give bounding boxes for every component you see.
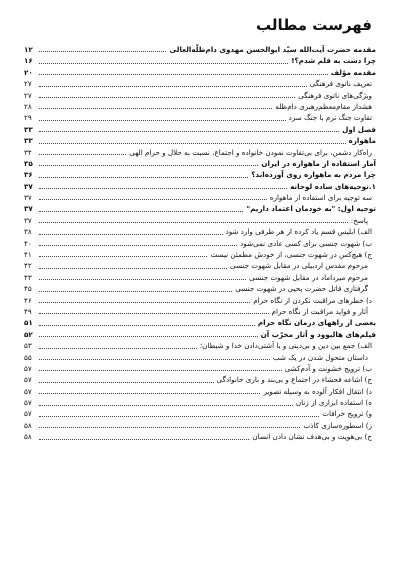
toc-entry-page-number: ۳۷ bbox=[24, 215, 32, 225]
toc-entry-page-number: ۵۷ bbox=[24, 375, 32, 385]
toc-entry-label: د) انتقال افکار آلوده به وسیله تصویر bbox=[263, 386, 372, 396]
toc-entry-page-number: ۵۷ bbox=[24, 409, 32, 419]
dot-leader bbox=[39, 143, 346, 144]
dot-leader bbox=[39, 63, 288, 64]
toc-entry-page-number: ۳۷ bbox=[24, 204, 33, 214]
dot-leader bbox=[39, 234, 223, 235]
toc-entry-label: ب) شهوت جنسی برای کسی عادی نمی‌شود bbox=[240, 238, 372, 248]
toc-entry-page-number: ۳۷ bbox=[24, 181, 33, 191]
toc-entry-label: ویژگی‌های ناتوی فرهنگی bbox=[298, 90, 372, 100]
toc-entry[interactable] bbox=[24, 295, 376, 306]
toc-entry-label: هشدار مقام‌معظم‌رهبری دام‌ظله bbox=[275, 101, 372, 111]
dot-leader bbox=[39, 325, 255, 326]
toc-entry-page-number: ۲۹ bbox=[24, 113, 32, 123]
toc-entry-label: فصل اول bbox=[342, 124, 376, 134]
toc-entry-page-number: ۴۱ bbox=[24, 250, 32, 260]
dot-leader bbox=[39, 427, 300, 428]
dot-leader bbox=[39, 302, 250, 303]
toc-entry-page-number: ۵۷ bbox=[24, 398, 32, 408]
dot-leader bbox=[39, 416, 319, 417]
toc-entry[interactable] bbox=[24, 317, 376, 328]
toc-entry-label: توجیه اول: "به خودمان اعتماد داریم" bbox=[246, 204, 376, 214]
toc-entry-page-number: ۴۹ bbox=[24, 306, 32, 316]
toc-entry-label: الف) جمع بین دین و بی‌دینی و یا آشتی‌دادن خدا و شیطان؛ bbox=[199, 341, 372, 351]
toc-entry[interactable] bbox=[24, 181, 376, 192]
toc-entry-label: ه) استفاده ابزاری از زنان bbox=[295, 398, 372, 408]
toc-entry-label: پاسخ: bbox=[350, 215, 368, 225]
toc-entry-label: مرحوم میرداماد در مقابل شهوت جنسی bbox=[249, 272, 368, 282]
dot-leader bbox=[39, 393, 260, 394]
toc-entry[interactable] bbox=[24, 352, 376, 363]
toc-entry-page-number: ۲۰ bbox=[24, 67, 33, 77]
dot-leader bbox=[39, 86, 307, 87]
dot-leader bbox=[39, 382, 214, 383]
toc-entry-page-number: ۴۲ bbox=[24, 261, 32, 271]
toc-entry-label: داستان متحول شدن در یک شب bbox=[272, 352, 368, 362]
toc-entry-label: بعضی از راههای درمان نگاه حرام bbox=[257, 318, 376, 328]
toc-entry-label: تعریف ناتوی فرهنگی bbox=[309, 79, 372, 89]
toc-entry[interactable] bbox=[24, 101, 376, 112]
toc-entry-label: ج) هیچ‌کس در شهوت جنسی، از خودش مطمئن نیست bbox=[210, 250, 372, 260]
toc-entry[interactable] bbox=[24, 238, 376, 249]
toc-entry-page-number: ۵۳ bbox=[24, 341, 32, 351]
dot-leader bbox=[39, 165, 258, 166]
toc-entry-page-number: ۵۷ bbox=[24, 363, 32, 373]
dot-leader bbox=[39, 51, 166, 52]
toc-entry-page-number: ۴۳ bbox=[24, 272, 32, 282]
dot-leader bbox=[39, 211, 243, 212]
toc-list bbox=[24, 44, 376, 443]
toc-entry-page-number: ۲۷ bbox=[24, 90, 32, 100]
toc-entry-label: سه توجیه برای استفاده از ماهواره bbox=[269, 193, 372, 203]
toc-entry-label: راه‌کار دشمن، برای بی‌تفاوت نمودن خانواده و اجتماع، نسبت به حلال و حرام الهی bbox=[129, 147, 372, 157]
toc-entry[interactable] bbox=[24, 386, 376, 397]
toc-entry[interactable] bbox=[24, 431, 376, 442]
dot-leader bbox=[39, 222, 348, 223]
dot-leader bbox=[39, 359, 270, 360]
toc-entry-label: د) خطرهای مراقبت نکردن از نگاه حرام bbox=[253, 295, 372, 305]
dot-leader bbox=[39, 199, 267, 200]
toc-entry-page-number: ۴۶ bbox=[24, 295, 32, 305]
toc-entry[interactable] bbox=[24, 397, 376, 408]
toc-entry[interactable] bbox=[24, 112, 376, 123]
toc-entry[interactable] bbox=[24, 283, 376, 294]
toc-entry[interactable] bbox=[24, 147, 376, 158]
toc-entry-label: ز) اسطوره‌سازی کاذب bbox=[303, 420, 372, 430]
dot-leader bbox=[39, 268, 227, 269]
toc-entry-label: تفاوت جنگ نرم با جنگ سرد bbox=[288, 113, 372, 123]
dot-leader bbox=[39, 177, 248, 178]
dot-leader bbox=[39, 154, 126, 155]
dot-leader bbox=[39, 74, 328, 75]
toc-entry-label: ب) ترویج خشونت و آدم‌کشی bbox=[284, 363, 372, 373]
toc-entry-label: آمار استفاده از ماهواره در ایران bbox=[261, 158, 376, 168]
toc-entry[interactable] bbox=[24, 215, 376, 226]
dot-leader bbox=[39, 348, 197, 349]
dot-leader bbox=[39, 188, 287, 189]
toc-entry[interactable] bbox=[24, 306, 376, 317]
toc-entry[interactable] bbox=[24, 226, 376, 237]
toc-entry-label: و) ترویج خرافات bbox=[322, 409, 372, 419]
toc-entry-label: ح) بی‌هویت و بی‌هدف نشان دادن انسان bbox=[252, 432, 372, 442]
toc-entry[interactable] bbox=[24, 55, 376, 66]
dot-leader bbox=[39, 120, 286, 121]
toc-entry-label: مرحوم مقدس اردبیلی در مقابل شهوت جنسی bbox=[230, 261, 368, 271]
toc-entry[interactable] bbox=[24, 249, 376, 260]
toc-entry-label: ج) اشاعه فحشاء در اجتماع و بی‌بند و باری خانوادگی bbox=[216, 375, 372, 385]
toc-entry-page-number: ۳۵ bbox=[24, 158, 33, 168]
toc-entry-label: ۱.توجیه‌های ساده لوحانه bbox=[290, 181, 376, 191]
toc-entry[interactable] bbox=[24, 374, 376, 385]
toc-entry-page-number: ۵۲ bbox=[24, 329, 33, 339]
dot-leader bbox=[39, 245, 237, 246]
toc-entry-label: چرا مردم به ماهواره روی آورده‌اند؟ bbox=[251, 170, 376, 180]
toc-entry[interactable] bbox=[24, 192, 376, 203]
dot-leader bbox=[39, 131, 339, 132]
toc-entry[interactable] bbox=[24, 363, 376, 374]
toc-entry-page-number: ۱۲ bbox=[24, 44, 33, 54]
toc-entry[interactable] bbox=[24, 169, 376, 180]
toc-entry[interactable] bbox=[24, 67, 376, 78]
dot-leader bbox=[39, 370, 282, 371]
dot-leader bbox=[39, 336, 258, 337]
toc-entry[interactable] bbox=[24, 78, 376, 89]
toc-entry[interactable] bbox=[24, 90, 376, 101]
toc-entry[interactable] bbox=[24, 340, 376, 351]
toc-entry[interactable] bbox=[24, 124, 376, 135]
toc-entry-label: مقدمه حضرت آیت‌الله سیّد ابوالحسن مهدوی دام‌ظلّه‌العالی bbox=[169, 44, 376, 54]
toc-entry-page-number: ۳۷ bbox=[24, 193, 32, 203]
toc-entry-page-number: ۵۸ bbox=[24, 420, 32, 430]
toc-entry[interactable] bbox=[24, 158, 376, 169]
dot-leader bbox=[39, 439, 249, 440]
toc-entry[interactable] bbox=[24, 420, 376, 431]
toc-entry-page-number: ۴۰ bbox=[24, 238, 32, 248]
toc-entry-page-number: ۲۸ bbox=[24, 101, 32, 111]
toc-entry[interactable] bbox=[24, 272, 376, 283]
toc-entry-page-number: ۵۵ bbox=[24, 352, 32, 362]
toc-entry-page-number: ۲۷ bbox=[24, 79, 32, 89]
toc-entry[interactable] bbox=[24, 329, 376, 340]
dot-leader bbox=[39, 108, 272, 109]
toc-entry-label: الف) ابلیس قسم یاد کرده از هر طرفی وارد شود bbox=[225, 227, 372, 237]
toc-entry-label: گرفتاری قاتل حضرت یحیی در شهوت جنسی bbox=[235, 284, 368, 294]
toc-entry-page-number: ۵۷ bbox=[24, 386, 32, 396]
toc-entry-page-number: ۴۵ bbox=[24, 284, 32, 294]
toc-entry-page-number: ۵۱ bbox=[24, 318, 33, 328]
toc-entry-page-number: ۳۴ bbox=[24, 147, 32, 157]
toc-entry-page-number: ۳۶ bbox=[24, 170, 33, 180]
dot-leader bbox=[39, 313, 269, 314]
toc-entry-label: فیلم‌های هالیوود و آثار مخرّب آن bbox=[260, 329, 376, 339]
toc-entry-label: آثار و فواید مراقبت از نگاه حرام bbox=[271, 306, 368, 316]
toc-entry[interactable] bbox=[24, 260, 376, 271]
dot-leader bbox=[39, 291, 232, 292]
toc-entry-page-number: ۱۶ bbox=[24, 56, 33, 66]
dot-leader bbox=[39, 405, 293, 406]
toc-entry[interactable] bbox=[24, 203, 376, 214]
toc-entry[interactable] bbox=[24, 409, 376, 420]
toc-entry-page-number: ۳۳ bbox=[24, 136, 33, 146]
toc-entry[interactable] bbox=[24, 135, 376, 146]
toc-entry-page-number: ۳۸ bbox=[24, 227, 32, 237]
page-title: فهرست مطالب bbox=[256, 16, 372, 34]
toc-entry-label: مقدمه مؤلف bbox=[330, 67, 376, 77]
toc-entry-page-number: ۵۸ bbox=[24, 432, 32, 442]
toc-entry-label: ماهواره bbox=[348, 136, 376, 146]
toc-entry-page-number: ۳۳ bbox=[24, 124, 33, 134]
dot-leader bbox=[39, 256, 207, 257]
dot-leader bbox=[39, 279, 246, 280]
toc-entry-label: چرا دست به قلم شدم؟! bbox=[291, 56, 376, 66]
dot-leader bbox=[39, 97, 295, 98]
toc-entry[interactable] bbox=[24, 44, 376, 55]
